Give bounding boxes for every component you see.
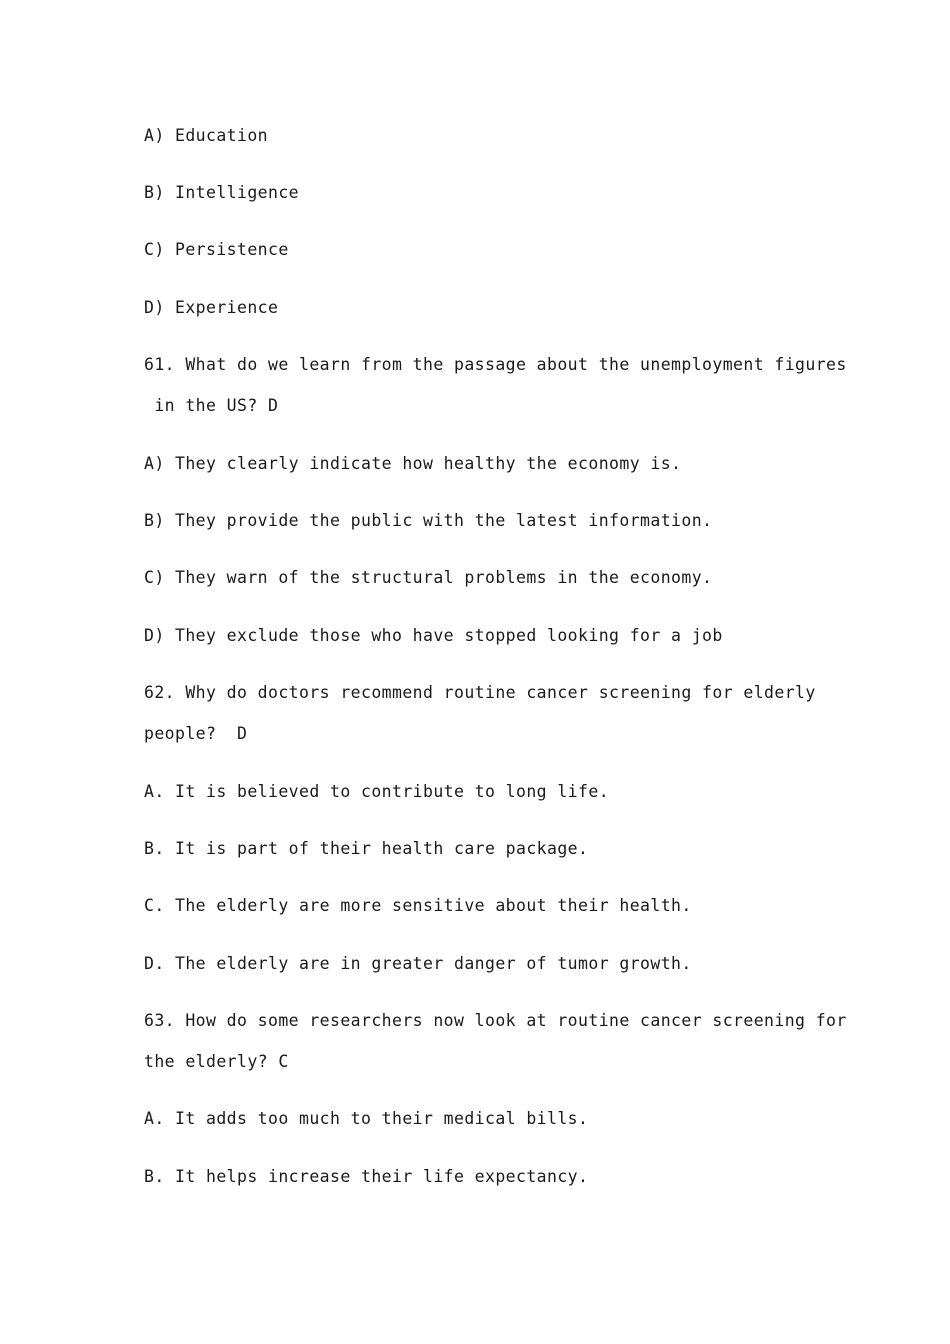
q61-option-c: C) They warn of the structural problems in the economy. — [144, 568, 713, 587]
q62-option-a: A. It is believed to contribute to long life. — [144, 782, 610, 801]
q61-option-a: A) They clearly indicate how healthy the economy is. — [144, 454, 682, 473]
question-62: 62. Why do doctors recommend routine cancer screening for elderly — [144, 683, 816, 702]
q63-option-b: B. It helps increase their life expectancy. — [144, 1167, 589, 1186]
q63-option-a: A. It adds too much to their medical bills. — [144, 1109, 589, 1128]
q62-option-c: C. The elderly are more sensitive about their health. — [144, 896, 692, 915]
option-d: D) Experience — [144, 298, 279, 317]
q62-option-d: D. The elderly are in greater danger of tumor growth. — [144, 954, 692, 973]
q61-option-b: B) They provide the public with the latest information. — [144, 511, 713, 530]
q62-option-b: B. It is part of their health care package. — [144, 839, 589, 858]
option-a: A) Education — [144, 126, 269, 145]
question-61: 61. What do we learn from the passage about the unemployment figures — [144, 355, 847, 374]
question-61-cont: in the US? D — [144, 396, 279, 415]
question-63-cont: the elderly? C — [144, 1052, 289, 1071]
question-63: 63. How do some researchers now look at routine cancer screening for — [144, 1011, 847, 1030]
question-62-cont: people? D — [144, 724, 248, 743]
option-b: B) Intelligence — [144, 183, 300, 202]
q61-option-d: D) They exclude those who have stopped looking for a job — [144, 626, 723, 645]
option-c: C) Persistence — [144, 240, 289, 259]
